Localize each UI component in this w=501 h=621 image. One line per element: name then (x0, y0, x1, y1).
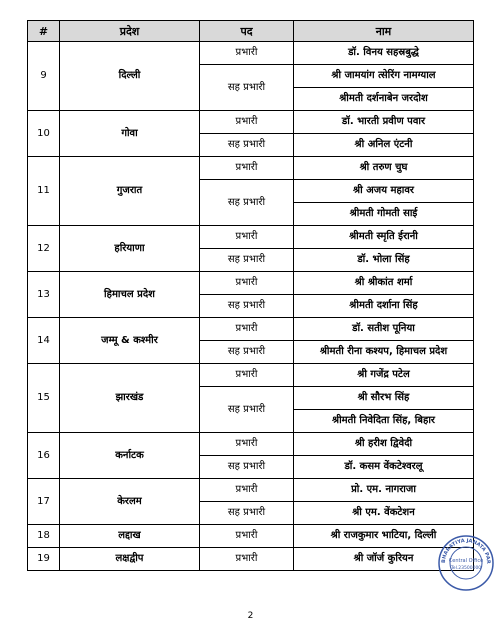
state-name: लद्दाख (60, 525, 200, 548)
name-cell: श्रीमती रीना कश्यप, हिमाचल प्रदेश (294, 341, 474, 364)
role-cell: प्रभारी (200, 364, 294, 387)
role-cell: प्रभारी (200, 226, 294, 249)
header-name: नाम (294, 21, 474, 42)
name-cell: श्री हरीश द्विवेदी (294, 433, 474, 456)
state-name: झारखंड (60, 364, 200, 433)
state-name: गोवा (60, 111, 200, 157)
name-cell: श्रीमती गोमती साई (294, 203, 474, 226)
role-cell: प्रभारी (200, 433, 294, 456)
row-number: 13 (28, 272, 60, 318)
stamp-phone-label: Tel.23500000 (450, 566, 482, 571)
role-cell: सह प्रभारी (200, 456, 294, 479)
role-cell: सह प्रभारी (200, 249, 294, 272)
table-row (28, 364, 474, 387)
row-number: 17 (28, 479, 60, 525)
name-cell: डॉ. भोला सिंह (294, 249, 474, 272)
name-cell: श्री जॉर्ज कुरियन (294, 548, 474, 571)
role-cell: प्रभारी (200, 42, 294, 65)
role-cell: प्रभारी (200, 525, 294, 548)
role-cell: प्रभारी (200, 479, 294, 502)
state-name: हरियाणा (60, 226, 200, 272)
role-cell: सह प्रभारी (200, 65, 294, 111)
stamp-office-label: Central Office (448, 558, 484, 564)
state-name: केरलम (60, 479, 200, 525)
row-number: 9 (28, 42, 60, 111)
name-cell: श्री सौरभ सिंह (294, 387, 474, 410)
role-cell: प्रभारी (200, 318, 294, 341)
role-cell: प्रभारी (200, 272, 294, 295)
role-cell: सह प्रभारी (200, 180, 294, 226)
name-cell: डॉ. सतीश पूनिया (294, 318, 474, 341)
header-role: पद (200, 21, 294, 42)
name-cell: श्री एम. वेंकटेशन (294, 502, 474, 525)
row-number: 15 (28, 364, 60, 433)
party-office-stamp (437, 534, 495, 592)
role-cell: प्रभारी (200, 548, 294, 571)
name-cell: श्री जामयांग त्सेरिंग नामग्याल (294, 65, 474, 88)
row-number: 12 (28, 226, 60, 272)
state-name: गुजरात (60, 157, 200, 226)
stamp-arc-text: BHARATIYA JANATA PAR (440, 537, 492, 564)
name-cell: श्री गजेंद्र पटेल (294, 364, 474, 387)
state-name: कर्नाटक (60, 433, 200, 479)
role-cell: प्रभारी (200, 157, 294, 180)
state-name: लक्षद्वीप (60, 548, 200, 571)
name-cell: श्री अनिल एंटनी (294, 134, 474, 157)
table-row (28, 226, 474, 249)
role-cell: सह प्रभारी (200, 387, 294, 433)
table-row (28, 525, 474, 548)
name-cell: डॉ. कसम वेंकटेश्वरलू (294, 456, 474, 479)
row-number: 14 (28, 318, 60, 364)
role-cell: सह प्रभारी (200, 341, 294, 364)
name-cell: श्री तरुण चुघ (294, 157, 474, 180)
name-cell: डॉ. विनय सहस्रबुद्धे (294, 42, 474, 65)
role-cell: प्रभारी (200, 111, 294, 134)
name-cell: श्री राजकुमार भाटिया, दिल्ली (294, 525, 474, 548)
table-row (28, 433, 474, 456)
table-row (28, 479, 474, 502)
table-header-row (28, 21, 474, 42)
name-cell: श्रीमती निवेदिता सिंह, बिहार (294, 410, 474, 433)
page-number: 2 (247, 611, 254, 621)
header-number: # (28, 21, 60, 42)
name-cell: प्रो. एम. नागराजा (294, 479, 474, 502)
state-name: हिमाचल प्रदेश (60, 272, 200, 318)
state-name: दिल्ली (60, 42, 200, 111)
table-row (28, 318, 474, 341)
row-number: 19 (28, 548, 60, 571)
table-row (28, 157, 474, 180)
role-cell: सह प्रभारी (200, 134, 294, 157)
name-cell: श्री श्रीकांत शर्मा (294, 272, 474, 295)
name-cell: श्रीमती दर्शाना सिंह (294, 295, 474, 318)
role-cell: सह प्रभारी (200, 502, 294, 525)
row-number: 18 (28, 525, 60, 548)
row-number: 16 (28, 433, 60, 479)
roster-table (27, 20, 474, 571)
role-cell: सह प्रभारी (200, 295, 294, 318)
header-state: प्रदेश (60, 21, 200, 42)
name-cell: डॉ. भारती प्रवीण पवार (294, 111, 474, 134)
state-name: जम्मू & कश्मीर (60, 318, 200, 364)
table-row (28, 111, 474, 134)
table-row (28, 272, 474, 295)
row-number: 11 (28, 157, 60, 226)
name-cell: श्रीमती दर्शनाबेन जरदोश (294, 88, 474, 111)
row-number: 10 (28, 111, 60, 157)
table-row (28, 42, 474, 65)
table-row (28, 548, 474, 571)
name-cell: श्रीमती स्मृति ईरानी (294, 226, 474, 249)
name-cell: श्री अजय महावर (294, 180, 474, 203)
